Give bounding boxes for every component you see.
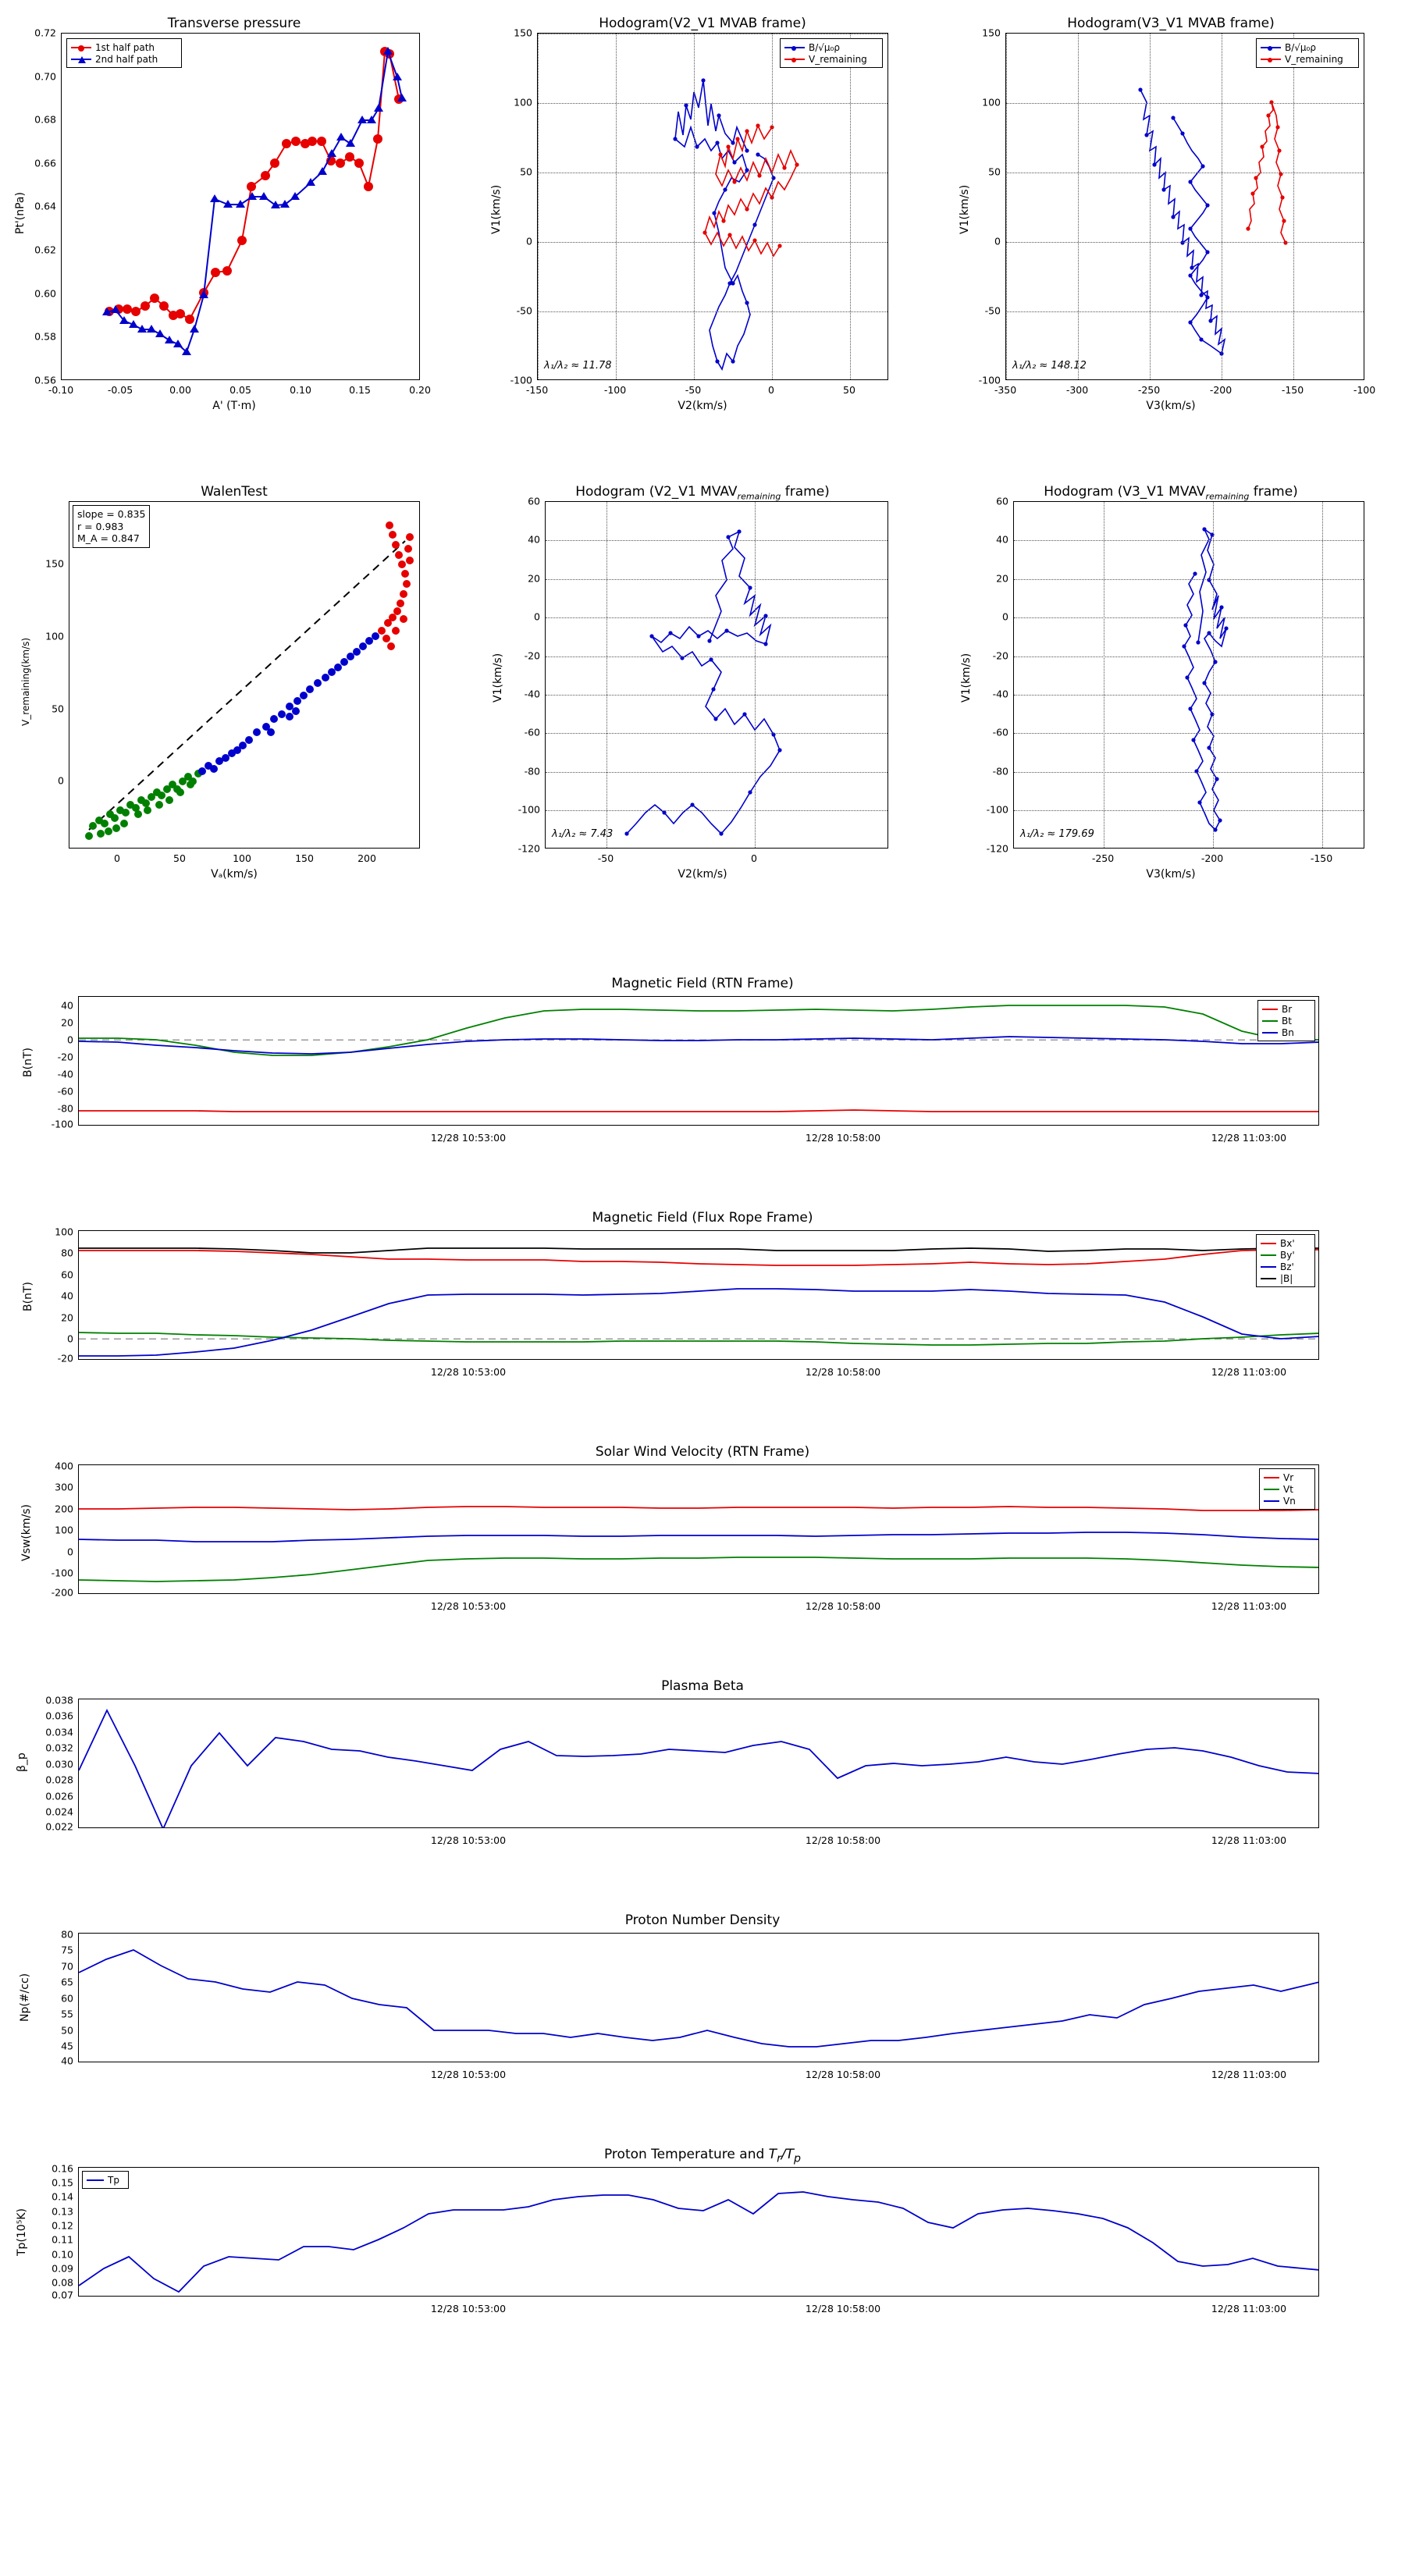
y-tick: 0.034 — [45, 1726, 73, 1738]
y-tick: 40 — [61, 999, 73, 1012]
y-axis-label: B(nT) — [22, 1282, 34, 1311]
legend-label: Bz' — [1280, 1261, 1294, 1272]
gridline — [1150, 34, 1151, 379]
legend-label: Vr — [1283, 1471, 1294, 1483]
gridline — [694, 34, 695, 379]
slope-value: slope = 0.835 — [77, 508, 146, 520]
y-tick: 0.022 — [45, 1820, 73, 1833]
gridline — [546, 579, 887, 580]
legend-item — [71, 53, 177, 65]
y-axis-label: V1(km/s) — [490, 184, 503, 234]
plot-area — [78, 1699, 1319, 1828]
x-tick: 12/28 10:58:00 — [805, 1834, 881, 1846]
y-axis-label: B(nT) — [22, 1048, 34, 1077]
gridline — [616, 34, 617, 379]
x-tick: 0 — [751, 852, 757, 864]
legend-label: V_remaining — [809, 53, 867, 65]
x-tick: -300 — [1065, 384, 1089, 396]
gridline — [538, 242, 887, 243]
chart-title: Transverse pressure — [167, 16, 301, 31]
y-tick: -120 — [986, 842, 1008, 855]
y-tick: -100 — [978, 374, 1001, 386]
solar-wind-velocity-lines — [79, 1465, 1319, 1594]
x-tick: -100 — [1353, 384, 1376, 396]
y-tick: -100 — [51, 1567, 73, 1579]
gridline — [546, 810, 887, 811]
y-tick: 0.72 — [34, 27, 56, 39]
gridline — [546, 656, 887, 657]
gridline — [1014, 810, 1364, 811]
y-tick: 0.032 — [45, 1742, 73, 1754]
legend-item — [1262, 1003, 1311, 1015]
x-tick: 50 — [843, 384, 855, 396]
gridline — [1014, 695, 1364, 696]
y-tick: 150 — [982, 27, 1001, 39]
eigenvalue-ratio-annotation: λ₁/λ₂ ≈ 7.43 — [552, 828, 614, 840]
chart-title: WalenTest — [201, 484, 268, 500]
legend-label: V_remaining — [1285, 53, 1343, 65]
y-tick: 20 — [996, 572, 1008, 585]
x-axis-label: V2(km/s) — [678, 868, 727, 881]
x-tick: 12/28 10:53:00 — [430, 2303, 507, 2314]
x-tick: 12/28 11:03:00 — [1211, 1132, 1287, 1144]
y-tick: 60 — [996, 495, 1008, 507]
legend-label: 1st half path — [95, 41, 155, 53]
x-tick: -50 — [685, 384, 702, 396]
x-tick: 12/28 10:58:00 — [805, 1366, 881, 1378]
y-tick: 0.62 — [34, 244, 56, 256]
x-tick: 12/28 11:03:00 — [1211, 1834, 1287, 1846]
legend-label: B/√μ₀ρ — [1285, 41, 1316, 53]
y-tick: -50 — [516, 304, 532, 317]
y-tick: -40 — [992, 688, 1008, 700]
hodogram-v2v1-mvav-lines — [546, 502, 888, 849]
y-tick: 0.13 — [52, 2205, 73, 2218]
y-tick: 0 — [67, 1546, 73, 1558]
x-tick: 12/28 10:53:00 — [430, 1132, 507, 1144]
y-tick: 0.030 — [45, 1758, 73, 1770]
y-tick: 100 — [55, 1226, 73, 1238]
y-tick: -200 — [51, 1586, 73, 1599]
legend-item — [784, 41, 878, 53]
x-tick: 0.10 — [290, 384, 311, 396]
x-tick: -50 — [597, 852, 614, 864]
legend-item — [87, 2174, 124, 2186]
gridline — [1014, 579, 1364, 580]
transverse-pressure-lines — [62, 34, 420, 380]
y-axis-label: V1(km/s) — [492, 653, 504, 703]
gridline — [1014, 733, 1364, 734]
gridline — [538, 311, 887, 312]
legend-item — [1261, 53, 1354, 65]
legend-label: Vt — [1283, 1483, 1293, 1495]
gridline — [1213, 502, 1214, 848]
y-tick: -80 — [524, 765, 540, 777]
plot-area — [78, 1933, 1319, 2062]
legend-item — [1262, 1015, 1311, 1026]
gridline — [1006, 103, 1364, 104]
panel-magnetic-field-rtn — [0, 968, 1405, 1171]
plot-area — [1005, 33, 1364, 380]
y-tick: 400 — [55, 1460, 73, 1472]
legend-item — [1264, 1483, 1311, 1495]
chart-title: Magnetic Field (RTN Frame) — [611, 976, 794, 991]
y-tick: -120 — [518, 842, 540, 855]
y-tick: 0.026 — [45, 1790, 73, 1802]
x-axis-label: V2(km/s) — [678, 400, 727, 412]
gridline — [1006, 242, 1364, 243]
y-axis-label: β_p — [16, 1752, 28, 1772]
y-tick: 0.66 — [34, 157, 56, 169]
legend-item — [1261, 1261, 1311, 1272]
y-tick: 0.64 — [34, 200, 56, 212]
y-tick: 50 — [988, 165, 1001, 178]
x-tick: 12/28 10:53:00 — [430, 1834, 507, 1846]
y-tick: 60 — [528, 495, 540, 507]
legend-label: Bt — [1282, 1015, 1292, 1026]
y-tick: -100 — [518, 803, 540, 816]
panel-hodogram-v2v1-mvav — [468, 468, 937, 906]
correlation-value: r = 0.983 — [77, 520, 124, 532]
y-tick: 0.16 — [52, 2162, 73, 2175]
y-tick: 0.036 — [45, 1710, 73, 1722]
magnetic-field-flux-rope-lines — [79, 1231, 1319, 1360]
y-axis-label: Vsw(km/s) — [20, 1503, 33, 1561]
y-tick: 0 — [526, 235, 532, 247]
y-tick: -80 — [992, 765, 1008, 777]
y-tick: 0 — [58, 774, 64, 787]
chart-title: Solar Wind Velocity (RTN Frame) — [595, 1444, 810, 1460]
x-tick: 100 — [233, 852, 251, 864]
y-tick: -100 — [51, 1118, 73, 1130]
y-tick: -20 — [57, 1051, 73, 1063]
legend-label: Bx' — [1280, 1237, 1295, 1249]
y-tick: 0.07 — [52, 2289, 73, 2301]
legend-item — [1264, 1495, 1311, 1507]
y-tick: 55 — [61, 2008, 73, 2020]
chart-title: Hodogram (V3_V1 $MVAV_{remaining}$ frame) — [1044, 484, 1298, 502]
y-tick: 50 — [520, 165, 532, 178]
legend-item — [1261, 1237, 1311, 1249]
y-tick: 0.09 — [52, 2262, 73, 2275]
gridline — [1014, 540, 1364, 541]
legend-item — [1261, 1249, 1311, 1261]
y-tick: -60 — [57, 1085, 73, 1098]
gridline — [772, 34, 773, 379]
y-tick: 75 — [61, 1944, 73, 1956]
y-tick: 300 — [55, 1481, 73, 1493]
panel-transverse-pressure — [0, 0, 468, 437]
legend-label: |B| — [1280, 1272, 1293, 1284]
x-tick: 150 — [295, 852, 314, 864]
y-tick: 80 — [61, 1247, 73, 1259]
y-tick: 40 — [528, 533, 540, 546]
legend-label: B/√μ₀ρ — [809, 41, 840, 53]
gridline — [546, 733, 887, 734]
y-tick: 80 — [61, 1928, 73, 1941]
chart-title: Plasma Beta — [661, 1678, 744, 1694]
gridline — [1014, 617, 1364, 618]
walen-scatter — [69, 502, 420, 849]
y-tick: 0.024 — [45, 1806, 73, 1818]
gridline — [1293, 34, 1294, 379]
y-axis-label: V_remaining(km/s) — [20, 637, 31, 726]
gridline — [546, 772, 887, 773]
y-tick: 0.10 — [52, 2248, 73, 2261]
plot-area — [69, 501, 420, 849]
magnetic-field-rtn-lines — [79, 997, 1319, 1126]
x-tick: -150 — [1281, 384, 1304, 396]
legend-hodogram-v2v1-mvab — [780, 38, 883, 68]
proton-temperature-line — [79, 2168, 1319, 2297]
panel-plasma-beta — [0, 1670, 1405, 1873]
eigenvalue-ratio-annotation: λ₁/λ₂ ≈ 11.78 — [544, 360, 612, 372]
x-axis-label: Vₐ(km/s) — [211, 868, 258, 881]
chart-title: Proton Number Density — [624, 1912, 781, 1928]
legend-solar-wind-velocity — [1259, 1468, 1315, 1510]
gridline — [1078, 34, 1079, 379]
legend-label: Bn — [1282, 1026, 1294, 1038]
alfven-mach-value: M_A = 0.847 — [77, 532, 140, 545]
panel-walen-test — [0, 468, 468, 906]
x-tick: 12/28 10:58:00 — [805, 2303, 881, 2314]
y-tick: 0 — [67, 1332, 73, 1345]
chart-title: Hodogram (V2_V1 $MVAV_{remaining}$ frame) — [575, 484, 830, 502]
x-tick: 12/28 10:53:00 — [430, 1600, 507, 1612]
gridline — [1006, 311, 1364, 312]
x-tick: -0.10 — [48, 384, 74, 396]
x-tick: 12/28 10:58:00 — [805, 2069, 881, 2080]
x-tick: 12/28 11:03:00 — [1211, 1366, 1287, 1378]
plot-area — [61, 33, 420, 380]
y-tick: 40 — [61, 1290, 73, 1302]
y-tick: 0 — [994, 235, 1001, 247]
panel-magnetic-field-flux-rope — [0, 1202, 1405, 1405]
plot-area — [78, 1230, 1319, 1360]
x-tick: -150 — [525, 384, 549, 396]
plot-area — [78, 1464, 1319, 1594]
y-axis-label: Tp(10⁵K) — [16, 2208, 28, 2256]
y-tick: 100 — [514, 96, 532, 109]
y-tick: 60 — [61, 1268, 73, 1281]
plot-area — [78, 2167, 1319, 2297]
legend-label: Br — [1282, 1003, 1293, 1015]
x-tick: -250 — [1137, 384, 1161, 396]
y-tick: 70 — [61, 1960, 73, 1973]
y-tick: 60 — [61, 1992, 73, 2005]
y-tick: 0.14 — [52, 2190, 73, 2203]
y-tick: 150 — [45, 557, 64, 570]
gridline — [546, 617, 887, 618]
y-tick: -100 — [986, 803, 1008, 816]
x-tick: -200 — [1200, 852, 1224, 864]
y-tick: 200 — [55, 1503, 73, 1515]
y-tick: 50 — [52, 703, 64, 715]
hodogram-v3v1-mvab-lines — [1006, 34, 1364, 380]
gridline — [850, 34, 851, 379]
x-tick: -250 — [1091, 852, 1115, 864]
y-tick: -60 — [524, 726, 540, 738]
x-tick: 12/28 11:03:00 — [1211, 1600, 1287, 1612]
gridline — [1322, 502, 1323, 848]
y-tick: 65 — [61, 1976, 73, 1988]
legend-magnetic-field-rtn — [1257, 1000, 1315, 1041]
y-tick: -80 — [57, 1102, 73, 1115]
y-tick: -20 — [524, 649, 540, 662]
x-tick: -350 — [994, 384, 1017, 396]
y-axis-label: V1(km/s) — [959, 184, 971, 234]
gridline — [538, 34, 539, 379]
y-tick: 0.68 — [34, 113, 56, 126]
x-tick: -200 — [1209, 384, 1232, 396]
y-tick: 40 — [61, 2055, 73, 2067]
gridline — [546, 695, 887, 696]
x-tick: 12/28 10:58:00 — [805, 1600, 881, 1612]
legend-item — [71, 41, 177, 53]
y-tick: 100 — [55, 1524, 73, 1536]
y-tick: 40 — [996, 533, 1008, 546]
panel-proton-number-density — [0, 1905, 1405, 2108]
x-tick: 0.20 — [409, 384, 431, 396]
y-tick: 0.15 — [52, 2176, 73, 2189]
y-tick: 0 — [1002, 610, 1008, 623]
chart-title: Magnetic Field (Flux Rope Frame) — [592, 1210, 813, 1226]
y-tick: -20 — [57, 1352, 73, 1364]
panel-hodogram-v2v1-mvab — [468, 0, 937, 437]
y-axis-label: Pt'(nPa) — [14, 192, 27, 234]
y-tick: 0.60 — [34, 287, 56, 300]
y-tick: 20 — [61, 1311, 73, 1324]
hodogram-v3v1-mvav-lines — [1014, 502, 1364, 849]
legend-item — [1262, 1026, 1311, 1038]
y-tick: -60 — [992, 726, 1008, 738]
y-tick: 0.70 — [34, 70, 56, 83]
y-axis-label: V1(km/s) — [960, 653, 973, 703]
x-tick: -0.05 — [107, 384, 133, 396]
plot-area — [1013, 501, 1364, 849]
plasma-beta-line — [79, 1699, 1319, 1828]
legend-hodogram-v3v1-mvab — [1256, 38, 1359, 68]
x-tick: 200 — [357, 852, 376, 864]
legend-label: 2nd half path — [95, 53, 158, 65]
legend-transverse-pressure — [66, 38, 182, 68]
panel-hodogram-v3v1-mvab — [937, 0, 1405, 437]
legend-item — [1264, 1471, 1311, 1483]
x-tick: 12/28 10:53:00 — [430, 1366, 507, 1378]
y-axis-label: Np(#/cc) — [19, 1973, 31, 2022]
walen-statistics-box — [73, 505, 150, 548]
y-tick: -40 — [57, 1068, 73, 1080]
gridline — [1014, 656, 1364, 657]
y-tick: 100 — [45, 630, 64, 642]
y-tick: -100 — [510, 374, 532, 386]
legend-label: Tp — [108, 2174, 119, 2186]
y-tick: 0.038 — [45, 1694, 73, 1706]
y-tick: -20 — [992, 649, 1008, 662]
y-tick: 100 — [982, 96, 1001, 109]
proton-density-line — [79, 1934, 1319, 2062]
gridline — [755, 502, 756, 848]
y-tick: 45 — [61, 2040, 73, 2052]
x-axis-label: V3(km/s) — [1146, 400, 1196, 412]
hodogram-v2v1-mvab-lines — [538, 34, 888, 380]
gridline — [546, 540, 887, 541]
plot-area — [78, 996, 1319, 1126]
y-tick: 0 — [67, 1034, 73, 1046]
y-tick: 0.56 — [34, 374, 56, 386]
y-tick: -40 — [524, 688, 540, 700]
x-tick: -100 — [603, 384, 627, 396]
x-tick: 12/28 11:03:00 — [1211, 2069, 1287, 2080]
chart-title: Hodogram(V3_V1 MVAB frame) — [1067, 16, 1275, 31]
x-tick: 12/28 11:03:00 — [1211, 2303, 1287, 2314]
gridline — [1006, 34, 1007, 379]
chart-title: Proton Temperature and $T_r/T_p$ — [603, 2147, 802, 2165]
plot-area — [537, 33, 888, 380]
y-tick: 0.58 — [34, 330, 56, 343]
x-tick: 0.05 — [229, 384, 251, 396]
x-tick: -150 — [1310, 852, 1333, 864]
gridline — [606, 502, 607, 848]
y-tick: 50 — [61, 2024, 73, 2037]
y-tick: 20 — [528, 572, 540, 585]
legend-label: Vn — [1283, 1495, 1296, 1507]
gridline — [538, 103, 887, 104]
legend-item — [784, 53, 878, 65]
eigenvalue-ratio-annotation: λ₁/λ₂ ≈ 179.69 — [1020, 828, 1094, 840]
panel-solar-wind-velocity — [0, 1436, 1405, 1639]
panel-proton-temperature — [0, 2139, 1405, 2357]
y-tick: -50 — [984, 304, 1001, 317]
x-tick: 12/28 10:58:00 — [805, 1132, 881, 1144]
x-tick: 50 — [173, 852, 186, 864]
x-tick: 0 — [114, 852, 120, 864]
gridline — [1014, 772, 1364, 773]
x-tick: 0.15 — [349, 384, 371, 396]
plot-area — [545, 501, 888, 849]
chart-title: Hodogram(V2_V1 MVAB frame) — [599, 16, 806, 31]
y-tick: 20 — [61, 1016, 73, 1029]
legend-magnetic-field-flux-rope — [1256, 1234, 1315, 1287]
legend-proton-temperature — [82, 2171, 129, 2189]
x-axis-label: A' (T·m) — [212, 400, 256, 412]
y-tick: 150 — [514, 27, 532, 39]
panel-hodogram-v3v1-mvav — [937, 468, 1405, 906]
y-tick: 0.12 — [52, 2219, 73, 2232]
y-tick: 0 — [534, 610, 540, 623]
legend-item — [1261, 41, 1354, 53]
legend-item — [1261, 1272, 1311, 1284]
legend-label: By' — [1280, 1249, 1295, 1261]
eigenvalue-ratio-annotation: λ₁/λ₂ ≈ 148.12 — [1012, 360, 1087, 372]
y-tick: 0.028 — [45, 1774, 73, 1786]
y-tick: 0.08 — [52, 2276, 73, 2289]
x-tick: 0.00 — [169, 384, 191, 396]
y-tick: 0.11 — [52, 2233, 73, 2246]
x-tick: 12/28 10:53:00 — [430, 2069, 507, 2080]
x-tick: 0 — [768, 384, 774, 396]
x-axis-label: V3(km/s) — [1146, 868, 1196, 881]
